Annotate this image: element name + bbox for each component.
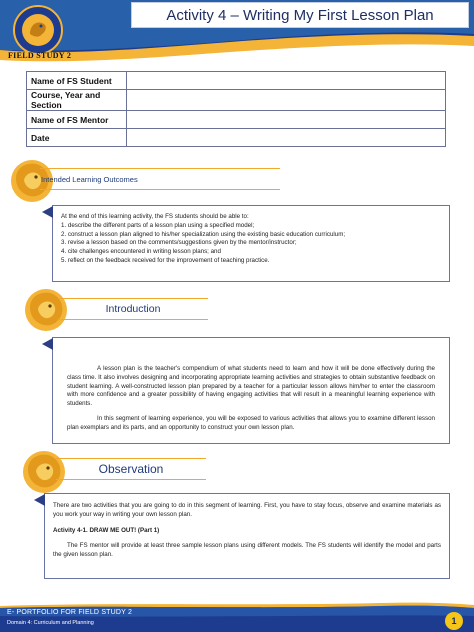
- table-row: [27, 111, 446, 129]
- list-item: 4. cite challenges encountered in writing lesson plans; and: [61, 248, 221, 256]
- table-row: [27, 129, 446, 147]
- list-item: 2. construct a lesson plan aligned to his/her specialization using the existing basic education curriculum;: [61, 230, 346, 238]
- date-field[interactable]: [127, 129, 446, 147]
- box-pointer-icon: [34, 494, 45, 506]
- section-header-introduction: [58, 298, 208, 320]
- section-header-outcomes: [40, 168, 280, 190]
- observation-paragraph: The FS mentor will provide at least three sample lesson plans using different models. The FS students will identify the model and parts the given lesson plan.: [53, 542, 441, 559]
- field-label: Date: [27, 129, 127, 147]
- page-header: [0, 0, 474, 72]
- page-title: Activity 4 – Writing My First Lesson Plan: [131, 2, 469, 28]
- course-field[interactable]: [127, 90, 446, 111]
- section-header-observation: [56, 458, 206, 480]
- student-name-field[interactable]: [127, 72, 446, 90]
- section-title: Observation: [98, 462, 164, 476]
- list-item: 5. reflect on the feedback received for the improvement of teaching practice.: [61, 256, 270, 264]
- footer-title: E- PORTFOLIO FOR FIELD STUDY 2: [7, 609, 133, 616]
- mentor-name-field[interactable]: [127, 111, 446, 129]
- footer-subtitle: Domain 4: Curriculum and Planning: [7, 620, 94, 626]
- introduction-paragraph: In this segment of learning experience, you will be exposed to various activities that allows you to examine different lesson plan exemplars and its parts, and an opportunity to construct your own lesson plan.: [67, 414, 435, 431]
- list-item: 3. revise a lesson based on the comments/suggestions given by the mentor/instructor;: [61, 239, 297, 247]
- box-pointer-icon: [42, 338, 53, 350]
- page-number: 1: [445, 612, 463, 630]
- field-label: Course, Year and Section: [27, 90, 127, 111]
- student-info-table: [26, 71, 446, 147]
- outcomes-intro: At the end of this learning activity, the FS students should be able to:: [61, 213, 249, 220]
- introduction-paragraph: A lesson plan is the teacher's compendium of what students need to learn and how it will be done effectively during the class time. It also involves designing and incorporating appropriate learning activities and strategies to obtain substantive feedback on student learning. A well-constructed lesson plan prepared by a teacher for a particular lesson allows him/her to enter the classroom with more confidence and a greater possibility of having engaging activities that will result in a meaningful learning experience with students.: [67, 365, 435, 408]
- table-row: [27, 72, 446, 90]
- subject-label: FIELD STUDY 2: [8, 51, 72, 60]
- box-pointer-icon: [42, 206, 53, 218]
- field-label: Name of FS Student: [27, 72, 127, 90]
- section-title: Intended Learning Outcomes: [41, 174, 138, 184]
- list-item: 1. describe the different parts of a lesson plan using a specified model;: [61, 221, 255, 229]
- footer-wave-decoration: [0, 600, 474, 632]
- activity-title: Activity 4-1. DRAW ME OUT! (Part 1): [53, 526, 160, 534]
- section-title: Introduction: [105, 303, 161, 315]
- introduction-box: [52, 337, 450, 444]
- table-row: [27, 90, 446, 111]
- page-footer: [0, 600, 474, 632]
- observation-box: [44, 493, 450, 579]
- observation-paragraph: There are two activities that you are going to do in this segment of learning. First, you have to stay focus, observe and examine materials as you work your way in writing your own lesson plan.: [53, 502, 441, 518]
- outcomes-box: [52, 205, 450, 282]
- field-label: Name of FS Mentor: [27, 111, 127, 129]
